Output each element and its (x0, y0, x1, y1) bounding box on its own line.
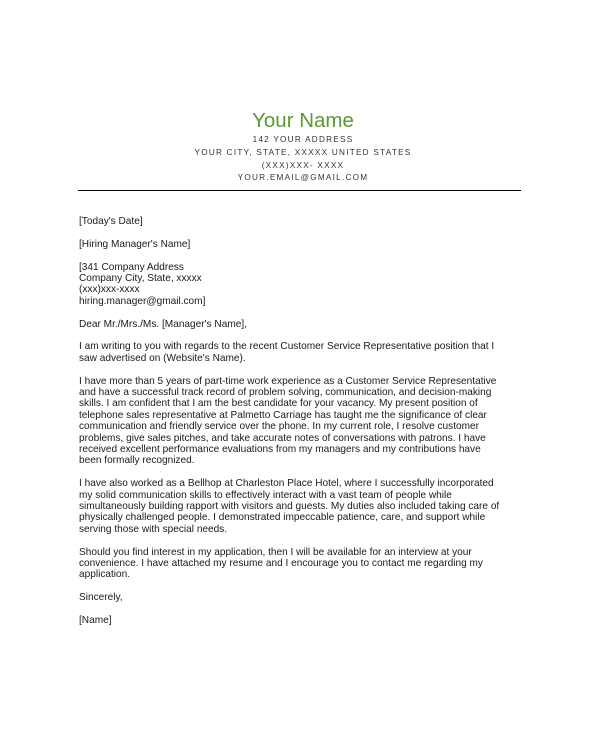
manager-name: [Hiring Manager's Name] (79, 238, 191, 250)
closing: Sincerely, (79, 592, 123, 604)
letterhead (0, 108, 600, 185)
sender-phone: (XXX)XXX- XXXX (261, 160, 345, 170)
company-address (79, 262, 534, 308)
header-divider (78, 190, 521, 191)
salutation: Dear Mr./Mrs./Ms. [Manager's Name], (79, 318, 247, 330)
paragraph-line: communication and friendly service over the phone. In my current role, I resolve customer (79, 421, 480, 433)
paragraph-3 (79, 478, 534, 535)
paragraph-line: telephone sales representative at Palmetto Carriage has taught me the significance of clear (79, 409, 487, 421)
company-address-line: hiring.manager@gmail.com] (79, 295, 206, 307)
paragraph-line: problems, give sales pitches, and take accurate notes of conversations with patrons. I have (79, 432, 486, 444)
company-address-line: [341 Company Address (79, 261, 184, 273)
paragraph-line: been formally recognized. (79, 455, 195, 467)
sender-email: YOUR.EMAIL@GMAIL.COM (237, 173, 369, 183)
sender-name: Your Name (252, 109, 354, 132)
sender-address: 142 YOUR ADDRESS (252, 135, 354, 144)
paragraph-line: saw advertised on (Website's Name). (79, 352, 246, 364)
paragraph-line: I have also worked as a Bellhop at Charleston Place Hotel, where I successfully incorporated (79, 478, 494, 490)
paragraph-line: serving those with special needs. (79, 523, 228, 535)
paragraph-line: simultaneously building rapport with visitors and guests. My duties also included taking care of (79, 501, 500, 513)
paragraph-line: convenience. I have attached my resume and I encourage you to contact me regarding my (79, 558, 483, 570)
paragraph-2 (79, 376, 534, 467)
paragraph-line: Should you find interest in my application, then I will be available for an interview at your (79, 546, 472, 558)
paragraph-line: I am writing to you with regards to the recent Customer Service Representative position that I (79, 341, 495, 353)
paragraph-4 (79, 547, 534, 581)
letter-body (79, 216, 534, 626)
company-address-line: (xxx)xxx-xxxx (79, 284, 140, 296)
paragraph-line: received excellent performance evaluations from my managers and my contributions have (79, 444, 481, 456)
paragraph-line: application. (79, 569, 131, 581)
signature: [Name] (79, 615, 112, 627)
paragraph-1 (79, 341, 534, 364)
paragraph-line: my solid communication skills to effectively interact with a vast team of people while (79, 489, 452, 501)
paragraph-line: skills. I am confident that I am the best candidate for your vacancy. My present position of (79, 398, 478, 410)
paragraph-line: and have a successful track record of problem solving, communication, and decision-making (79, 387, 492, 399)
company-address-line: Company City, State, xxxxx (79, 273, 202, 284)
paragraph-line: I have more than 5 years of part-time work experience as a Customer Service Representative (79, 375, 497, 387)
paragraph-line: physically challenged people. I demonstrated impeccable patience, care, and support while (79, 512, 486, 524)
letter-date: [Today's Date] (79, 216, 143, 227)
sender-city: YOUR CITY, STATE, XXXXX UNITED STATES (194, 147, 412, 157)
